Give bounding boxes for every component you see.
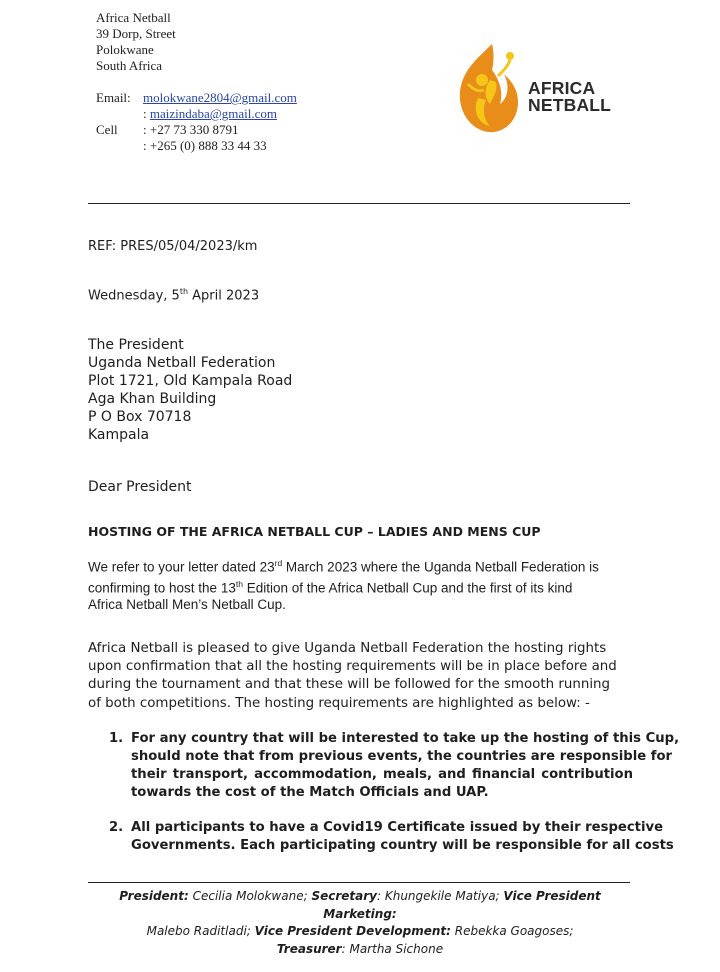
date-after: April 2023 (188, 288, 260, 304)
date-before: Wednesday, 5 (88, 288, 180, 304)
item-line: their transport, accommodation, meals, and financial contribution (131, 767, 633, 782)
secretary-name: : Khungekile Matiya; (376, 889, 504, 903)
paragraph-2-line: upon confirmation that all the hosting requirements will be in place before and (88, 659, 617, 675)
paragraph-2-line: Africa Netball is pleased to give Uganda Netball Federation the hosting rights (88, 641, 607, 656)
item-line: towards the cost of the Match Officials and UAP. (131, 785, 489, 800)
recipient-address (88, 336, 292, 444)
recipient-line: P O Box 70718 (88, 409, 192, 425)
paragraph-1 (88, 555, 633, 613)
paragraph-2-line: during the tournament and that these will be followed for the smooth running (88, 677, 611, 693)
recipient-line: Kampala (88, 427, 150, 443)
email-2-prefix: : (143, 106, 150, 121)
item-number: 2. (109, 820, 124, 835)
recipient-line: Uganda Netball Federation (88, 355, 276, 371)
netball-figure-icon (448, 40, 528, 140)
salutation: Dear President (88, 479, 192, 495)
email-label: Email: (96, 90, 131, 105)
item-line: All participants to have a Covid19 Certificate issued by their respective (131, 820, 664, 835)
president-label: President: (119, 889, 189, 903)
secretary-label: Secretary (311, 889, 377, 903)
sender-address (96, 10, 176, 74)
sender-street: 39 Dorp, Street (96, 26, 176, 41)
sender-country: South Africa (96, 58, 163, 73)
item-line: should note that from previous events, the countries are responsible for (131, 749, 673, 764)
reference-number: REF: PRES/05/04/2023/km (88, 239, 258, 254)
logo-text (528, 80, 611, 114)
paragraph-2 (88, 640, 633, 713)
paragraph-2-line: of both competitions. The hosting requirements are highlighted as below: - (88, 695, 590, 711)
africa-netball-logo (448, 40, 628, 140)
sender-name: Africa Netball (96, 10, 171, 25)
recipient-line: Plot 1721, Old Kampala Road (88, 373, 293, 389)
header-divider (88, 203, 630, 204)
treasurer-name: : Martha Sichone (341, 941, 444, 956)
recipient-line: The President (88, 337, 184, 353)
treasurer-label: Treasurer (276, 941, 342, 956)
paragraph-1-line: Africa Netball Men’s Netball Cup. (88, 597, 286, 612)
vp-development-label: Vice President Development: (254, 924, 451, 938)
phone-1: : +27 73 330 8791 (143, 122, 239, 137)
cell-label: Cell (96, 122, 118, 137)
paragraph-1-line: We refer to your letter dated 23rd March 2023 where the Uganda Netball Federation is (88, 558, 599, 575)
date-sup: th (179, 287, 189, 296)
logo-line-1: AFRICA (528, 78, 596, 98)
item-number: 1. (109, 731, 124, 746)
letter-date (88, 287, 259, 303)
phone-2: : +265 (0) 888 33 44 33 (143, 138, 267, 153)
logo-line-2: NETBALL (528, 95, 612, 115)
letter-footer (90, 888, 630, 958)
vp-marketing-label: Vice President Marketing: (323, 889, 601, 921)
email-link-2[interactable]: maizindaba@gmail.com (149, 106, 277, 121)
sender-city: Polokwane (96, 42, 154, 57)
email-link-1[interactable]: molokwane2804@gmail.com (143, 90, 297, 105)
paragraph-1-line: confirming to host the 13th Edition of the Africa Netball Cup and the first of its kind (88, 578, 573, 595)
president-name: Cecilia Molokwane; (188, 889, 312, 903)
vp-development-name: Rebekka Goagoses; (450, 924, 574, 938)
vp-marketing-name: Malebo Raditladi; (146, 924, 255, 938)
letter-subject: HOSTING OF THE AFRICA NETBALL CUP – LADIES AND MENS CUP (88, 524, 541, 539)
contact-block (96, 90, 297, 154)
item-line: Governments. Each participating country will be responsible for all costs (131, 838, 674, 853)
footer-divider (88, 882, 630, 883)
recipient-line: Aga Khan Building (88, 391, 217, 407)
item-line: For any country that will be interested to take up the hosting of this Cup, (131, 731, 680, 746)
